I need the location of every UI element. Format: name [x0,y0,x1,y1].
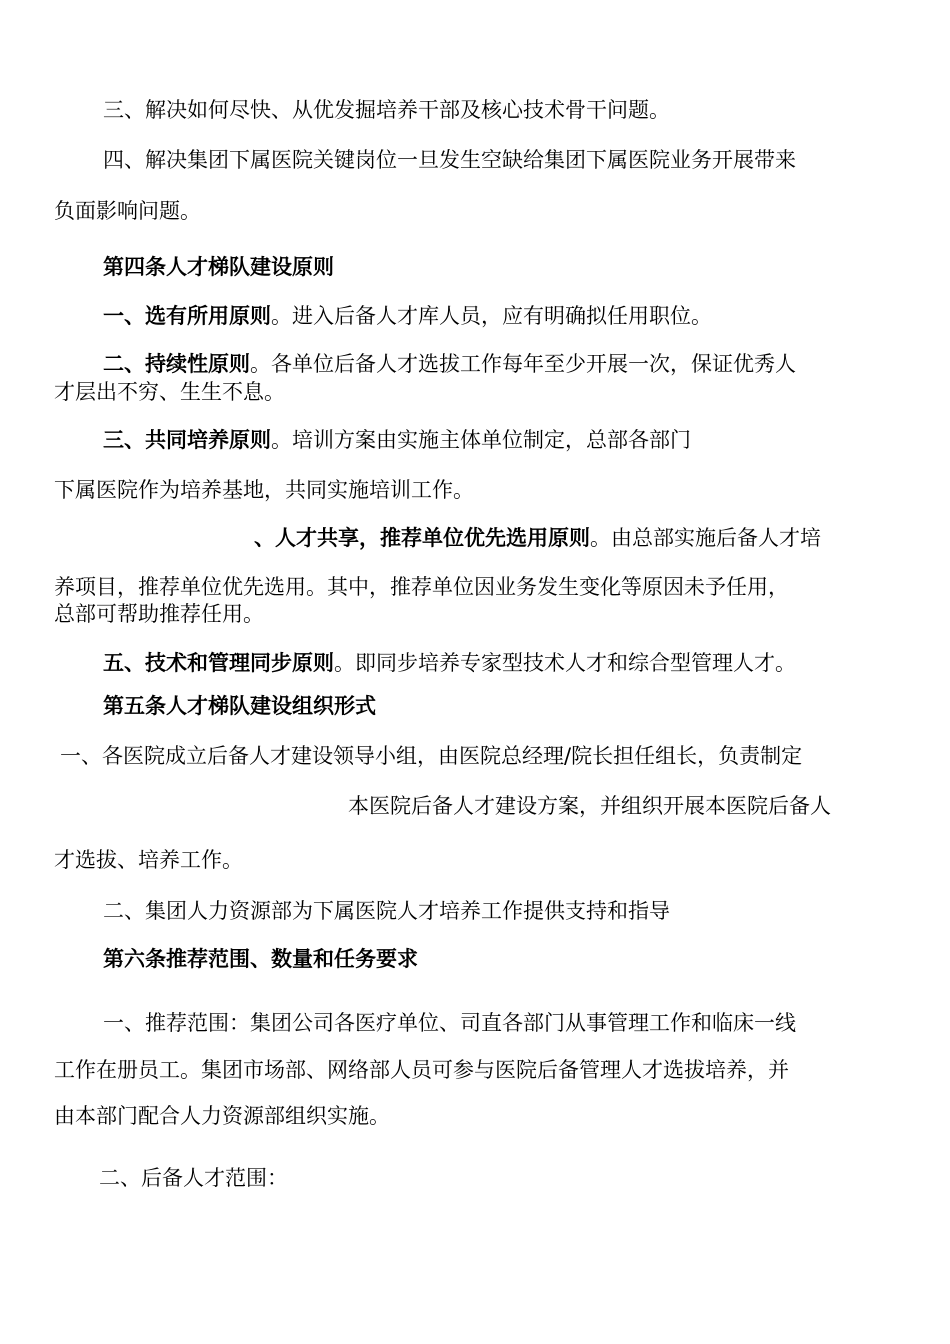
article-4-title: 第四条人才梯队建设原则 [103,255,334,279]
article-5-item-1-line-2: 本医院后备人才建设方案，并组织开展本医院后备人 [348,794,831,818]
article-4-item-3-line-2: 下属医院作为培养基地，共同实施培训工作。 [54,478,474,502]
article-4-item-4-line-2: 养项目，推荐单位优先选用。其中，推荐单位因业务发生变化等原因未予任用， [54,575,789,599]
article-5-item-1-line-1: 一、各医院成立后备人才建设领导小组，由医院总经理/院长担任组长，负责制定 [60,744,803,768]
item-text: 。由总部实施后备人才培 [590,526,821,550]
article-6-item-1-line-2: 工作在册员工。集团市场部、网络部人员可参与医院后备管理人才选拔培养，并 [54,1058,789,1082]
article-6-title: 第六条推荐范围、数量和任务要求 [103,947,418,971]
article-4-item-1 [103,302,712,330]
article-6-item-1-line-1: 一、推荐范围：集团公司各医疗单位、司直各部门从事管理工作和临床一线 [103,1011,796,1035]
item-heading: 、人才共享，推荐单位优先选用原则 [254,526,590,550]
paragraph-4-line-2: 负面影响问题。 [54,199,201,223]
item-text: 。即同步培养专家型技术人才和综合型管理人才。 [334,651,796,675]
item-heading: 二、持续性原则 [103,352,250,376]
article-4-item-5 [103,649,796,677]
article-6-item-1-line-3: 由本部门配合人力资源部组织实施。 [54,1104,390,1128]
paragraph-4-line-1: 四、解决集团下属医院关键岗位一旦发生空缺给集团下属医院业务开展带来 [103,148,796,172]
article-5-item-1-line-3: 才选拔、培养工作。 [54,848,243,872]
article-6-item-2: 二、后备人才范围： [99,1166,288,1190]
article-4-item-2 [103,350,796,378]
item-heading: 一、选有所用原则 [103,304,271,328]
item-text: 。进入后备人才库人员，应有明确拟任用职位。 [271,304,712,328]
item-heading: 五、技术和管理同步原则 [103,651,334,675]
article-4-item-4-line-3: 总部可帮助推荐任用。 [54,602,264,626]
item-heading: 三、共同培养原则 [103,428,271,452]
article-4-item-2-line-2: 才层出不穷、生生不息。 [54,380,285,404]
article-4-item-4 [254,524,821,552]
item-text: 。培训方案由实施主体单位制定，总部各部门 [271,428,691,452]
paragraph-3: 三、解决如何尽快、从优发掘培养干部及核心技术骨干问题。 [103,98,670,122]
article-5-item-2: 二、集团人力资源部为下属医院人才培养工作提供支持和指导 [103,899,670,923]
article-5-title: 第五条人才梯队建设组织形式 [103,694,376,718]
item-text: 。各单位后备人才选拔工作每年至少开展一次，保证优秀人 [250,352,796,376]
article-4-item-3 [103,426,691,454]
